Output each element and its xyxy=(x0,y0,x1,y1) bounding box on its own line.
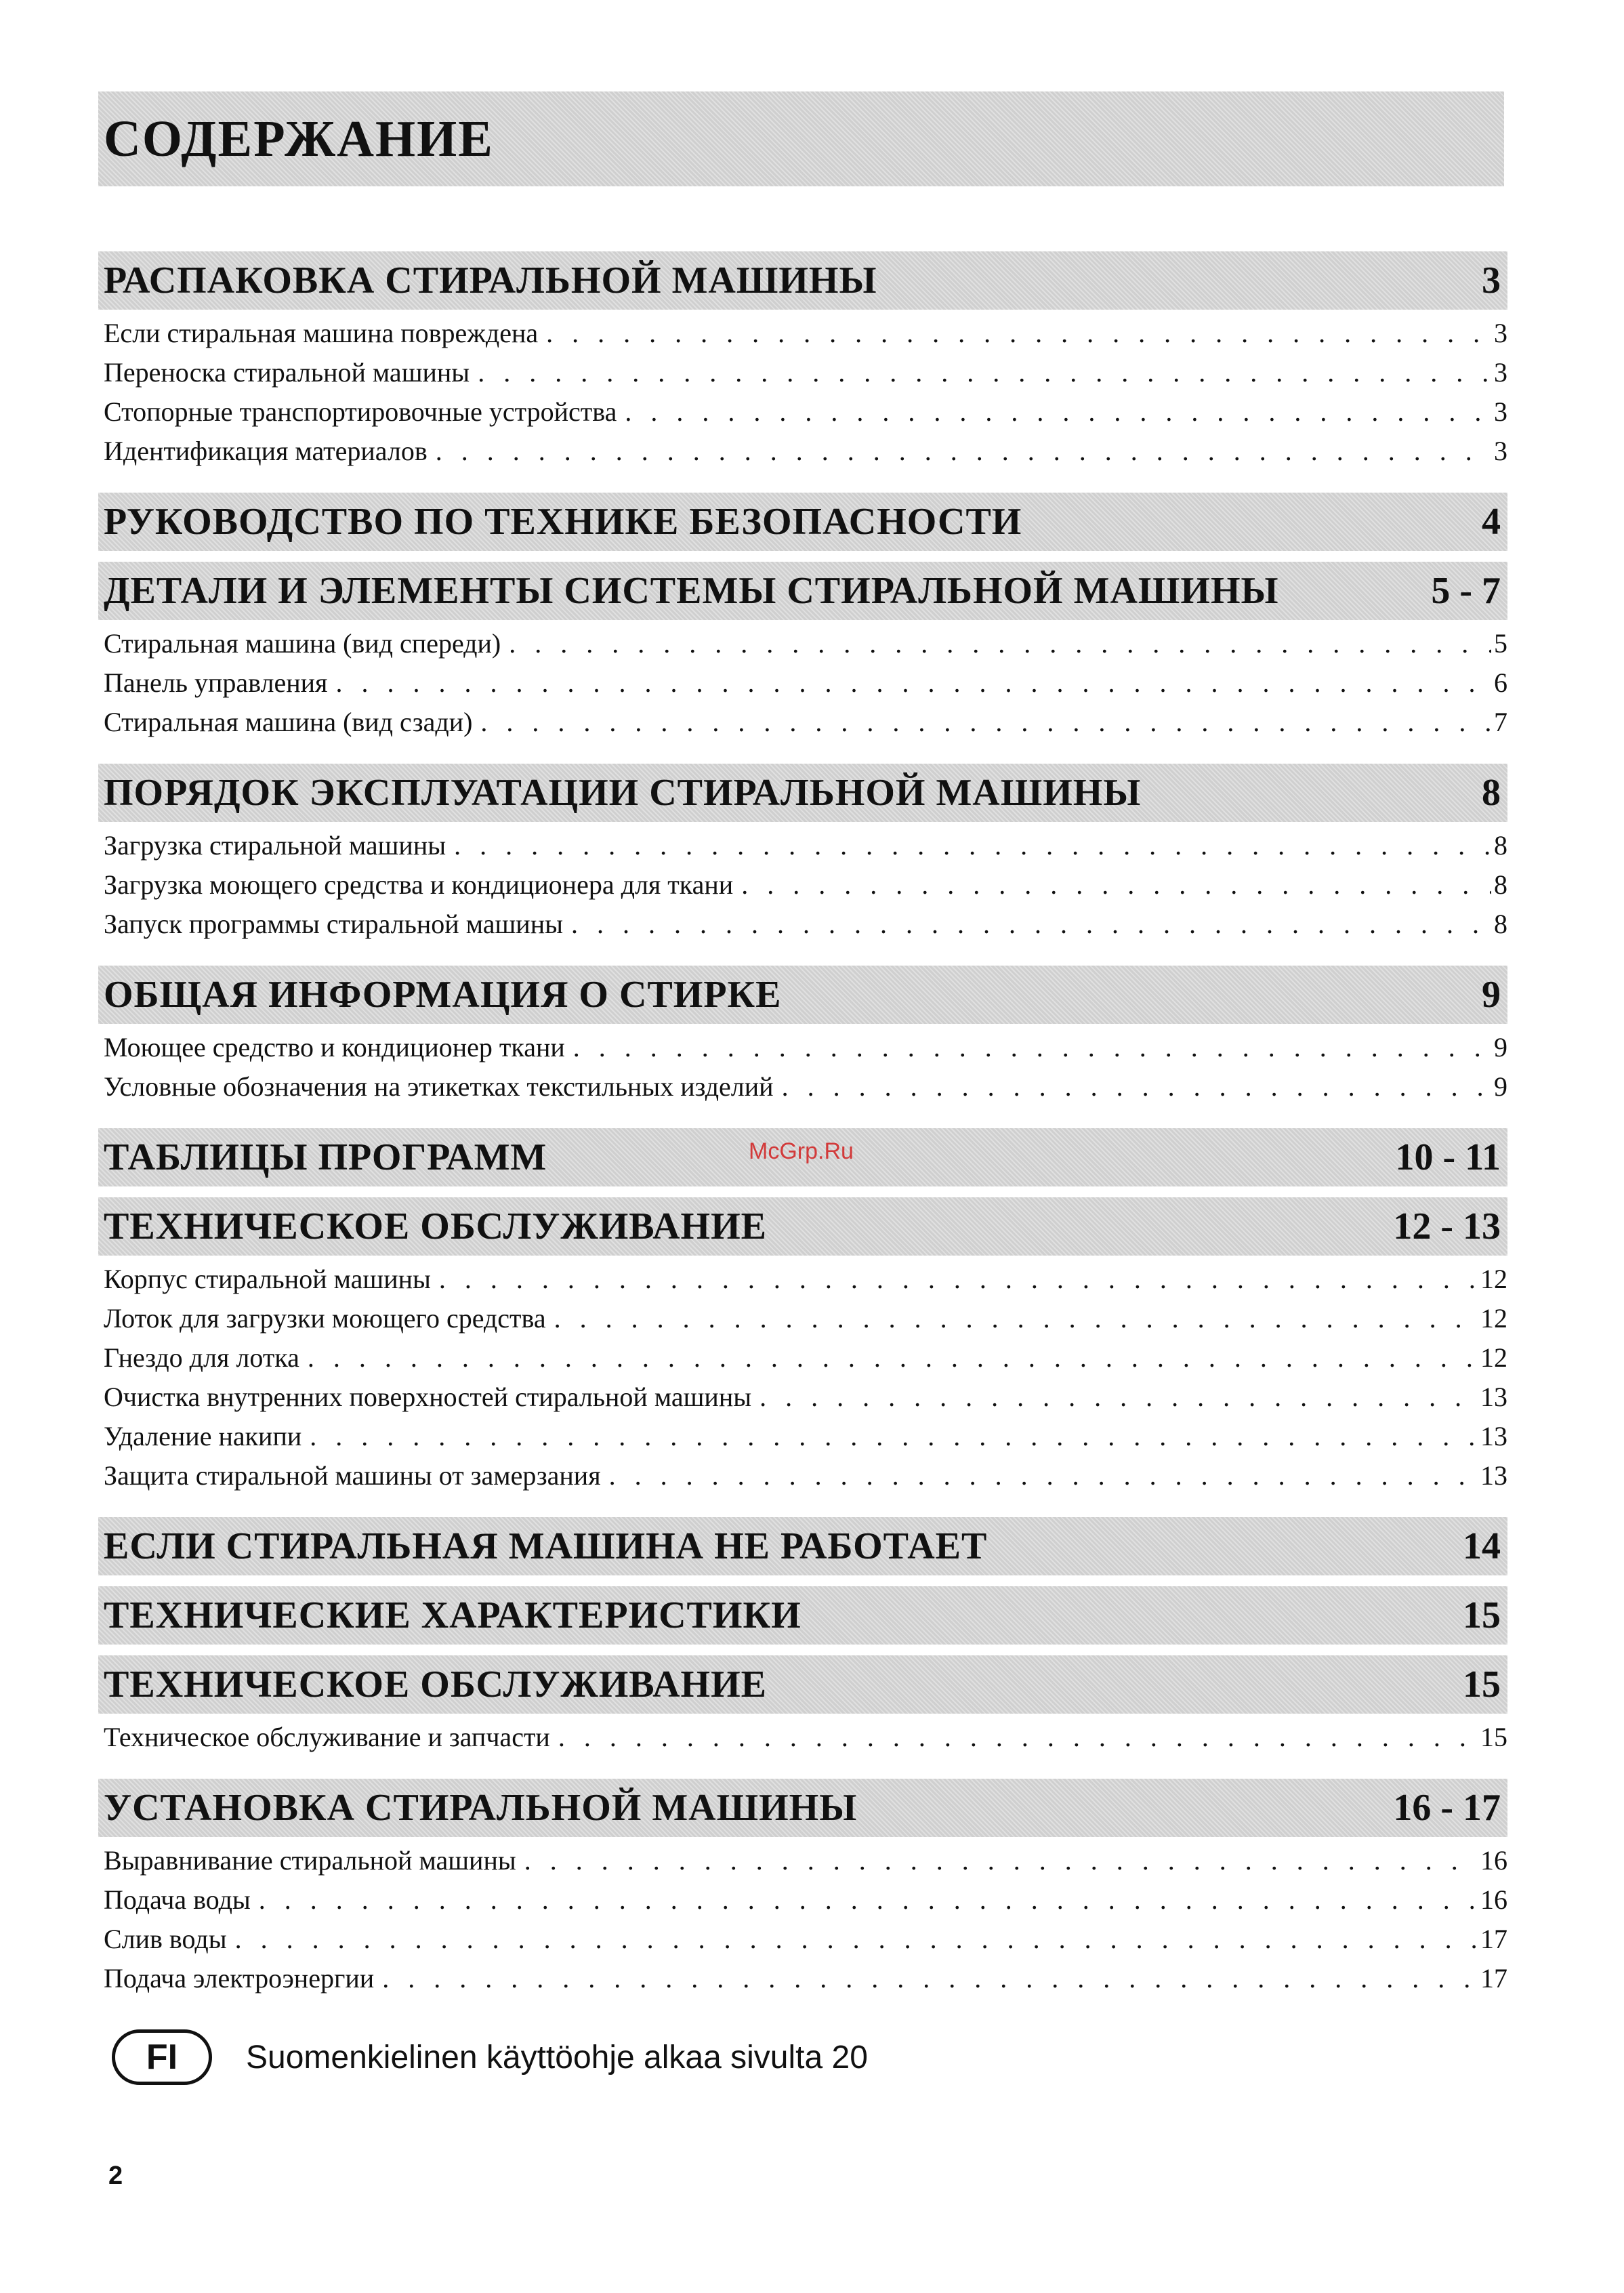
section-title: ТЕХНИЧЕСКОЕ ОБСЛУЖИВАНИЕ xyxy=(104,1205,768,1247)
dot-leader xyxy=(546,314,1491,353)
toc-section xyxy=(98,1517,1507,1575)
toc-item-label: Идентификация материалов xyxy=(104,436,428,466)
section-page: 10 - 11 xyxy=(1395,1136,1501,1178)
toc-item-page: 7 xyxy=(1494,707,1507,737)
dot-leader xyxy=(509,624,1491,663)
toc-item-page: 8 xyxy=(1494,869,1507,900)
toc-item xyxy=(104,1299,1507,1338)
toc-item-page: 3 xyxy=(1494,436,1507,466)
toc-item-list xyxy=(98,822,1507,955)
dot-leader xyxy=(454,826,1491,865)
toc-item xyxy=(104,392,1507,432)
toc-item-label: Лоток для загрузки моющего средства xyxy=(104,1303,546,1334)
dot-leader xyxy=(625,392,1491,432)
toc-item-label: Очистка внутренних поверхностей стиральной машины xyxy=(104,1382,752,1412)
toc-item-label: Стиральная машина (вид сзади) xyxy=(104,707,473,737)
dot-leader xyxy=(439,1260,1478,1299)
toc-item xyxy=(104,1841,1507,1880)
page-title: СОДЕРЖАНИЕ xyxy=(104,110,494,167)
toc-item-page: 15 xyxy=(1480,1722,1507,1752)
toc-item-label: Стопорные транспортировочные устройства xyxy=(104,396,617,427)
toc-item xyxy=(104,905,1507,944)
toc-item xyxy=(104,624,1507,663)
toc-item-label: Корпус стиральной машины xyxy=(104,1264,431,1294)
toc-item-label: Подача электроэнергии xyxy=(104,1963,375,1994)
dot-leader xyxy=(573,1028,1491,1067)
toc-item xyxy=(104,1417,1507,1456)
toc-item-label: Запуск программы стиральной машины xyxy=(104,909,563,939)
section-page: 12 - 13 xyxy=(1393,1205,1501,1247)
language-badge: FI xyxy=(112,2029,212,2085)
toc-section-heading xyxy=(98,1517,1507,1575)
toc-item-label: Загрузка моющего средства и кондиционера для ткани xyxy=(104,869,734,900)
section-page: 3 xyxy=(1482,260,1501,302)
toc-item xyxy=(104,353,1507,392)
dot-leader xyxy=(558,1718,1478,1757)
toc-item-label: Техническое обслуживание и запчасти xyxy=(104,1722,550,1752)
toc-item-page: 3 xyxy=(1494,357,1507,388)
toc-item-page: 13 xyxy=(1480,1460,1507,1491)
toc-item xyxy=(104,1028,1507,1067)
dot-leader xyxy=(308,1338,1478,1378)
toc-section xyxy=(98,966,1507,1117)
dot-leader xyxy=(554,1299,1478,1338)
section-page: 4 xyxy=(1482,501,1501,543)
dot-leader xyxy=(478,353,1491,392)
toc-item xyxy=(104,663,1507,703)
toc-item-label: Моющее средство и кондиционер ткани xyxy=(104,1032,565,1062)
toc-item xyxy=(104,1456,1507,1495)
toc-section-heading xyxy=(98,764,1507,822)
toc-section xyxy=(98,764,1507,955)
toc-item-label: Удаление накипи xyxy=(104,1421,302,1451)
toc-item-page: 12 xyxy=(1480,1264,1507,1294)
dot-leader xyxy=(310,1417,1478,1456)
dot-leader xyxy=(480,703,1491,742)
toc-item xyxy=(104,1378,1507,1417)
toc-item-page: 5 xyxy=(1494,628,1507,659)
section-title: УСТАНОВКА СТИРАЛЬНОЙ МАШИНЫ xyxy=(104,1787,858,1829)
dot-leader xyxy=(382,1959,1478,1998)
toc-item-page: 8 xyxy=(1494,830,1507,861)
dot-leader xyxy=(524,1841,1478,1880)
toc-section-heading xyxy=(98,251,1507,310)
toc-item-page: 17 xyxy=(1480,1924,1507,1954)
dot-leader xyxy=(235,1920,1478,1959)
section-title: ЕСЛИ СТИРАЛЬНАЯ МАШИНА НЕ РАБОТАЕТ xyxy=(104,1525,988,1567)
dot-leader xyxy=(759,1378,1478,1417)
toc-item-page: 9 xyxy=(1494,1032,1507,1062)
toc-item-page: 13 xyxy=(1480,1421,1507,1451)
section-page: 15 xyxy=(1463,1594,1501,1636)
toc-item-page: 16 xyxy=(1480,1884,1507,1915)
toc-section xyxy=(98,1655,1507,1768)
section-page: 15 xyxy=(1463,1664,1501,1706)
dot-leader xyxy=(571,905,1491,944)
toc-item-label: Условные обозначения на этикетках текстильных изделий xyxy=(104,1071,774,1102)
toc-item-list xyxy=(98,1714,1507,1768)
table-of-contents xyxy=(98,241,1507,2009)
toc-item-page: 16 xyxy=(1480,1845,1507,1876)
toc-section xyxy=(98,493,1507,551)
toc-item xyxy=(104,1338,1507,1378)
dot-leader xyxy=(259,1880,1478,1920)
toc-item-label: Выравнивание стиральной машины xyxy=(104,1845,516,1876)
dot-leader xyxy=(741,865,1491,905)
toc-item-page: 3 xyxy=(1494,318,1507,348)
toc-item-label: Гнездо для лотка xyxy=(104,1342,299,1373)
language-note-text: Suomenkielinen käyttöohje alkaa sivulta 20 xyxy=(246,2039,868,2075)
toc-section xyxy=(98,1779,1507,2009)
title-bar xyxy=(98,91,1504,186)
toc-item xyxy=(104,865,1507,905)
toc-item-page: 12 xyxy=(1480,1303,1507,1334)
toc-item-page: 3 xyxy=(1494,396,1507,427)
dot-leader xyxy=(436,432,1491,471)
toc-item xyxy=(104,1920,1507,1959)
toc-item-list xyxy=(98,620,1507,753)
watermark: McGrp.Ru xyxy=(749,1138,854,1164)
dot-leader xyxy=(609,1456,1478,1495)
toc-item-label: Если стиральная машина повреждена xyxy=(104,318,539,348)
toc-section-heading xyxy=(98,1779,1507,1837)
toc-item-page: 17 xyxy=(1480,1963,1507,1994)
section-title: РУКОВОДСТВО ПО ТЕХНИКЕ БЕЗОПАСНОСТИ xyxy=(104,501,1022,543)
language-note xyxy=(112,2029,868,2085)
section-title: ТАБЛИЦЫ ПРОГРАММ xyxy=(104,1136,547,1178)
section-title: ДЕТАЛИ И ЭЛЕМЕНТЫ СИСТЕМЫ СТИРАЛЬНОЙ МАШИНЫ xyxy=(104,570,1279,612)
toc-section-heading xyxy=(98,493,1507,551)
toc-item xyxy=(104,703,1507,742)
toc-item-page: 9 xyxy=(1494,1071,1507,1102)
toc-item-label: Загрузка стиральной машины xyxy=(104,830,446,861)
toc-item-label: Стиральная машина (вид спереди) xyxy=(104,628,501,659)
toc-item xyxy=(104,1067,1507,1107)
section-title: РАСПАКОВКА СТИРАЛЬНОЙ МАШИНЫ xyxy=(104,260,877,302)
section-page: 9 xyxy=(1482,974,1501,1016)
toc-item xyxy=(104,826,1507,865)
toc-section xyxy=(98,251,1507,482)
toc-item-page: 8 xyxy=(1494,909,1507,939)
toc-item-page: 13 xyxy=(1480,1382,1507,1412)
toc-section xyxy=(98,562,1507,753)
toc-item-list xyxy=(98,1256,1507,1506)
toc-item-label: Панель управления xyxy=(104,667,328,698)
section-title: ОБЩАЯ ИНФОРМАЦИЯ О СТИРКЕ xyxy=(104,974,782,1016)
toc-item xyxy=(104,1880,1507,1920)
toc-section xyxy=(98,1197,1507,1506)
toc-item-list xyxy=(98,1024,1507,1117)
section-title: ТЕХНИЧЕСКИЕ ХАРАКТЕРИСТИКИ xyxy=(104,1594,801,1636)
section-page: 8 xyxy=(1482,772,1501,814)
dot-leader xyxy=(782,1067,1491,1107)
toc-item-page: 6 xyxy=(1494,667,1507,698)
toc-section-heading xyxy=(98,1655,1507,1714)
section-page: 5 - 7 xyxy=(1431,570,1501,612)
toc-section-heading xyxy=(98,562,1507,620)
toc-item xyxy=(104,1959,1507,1998)
toc-item xyxy=(104,314,1507,353)
toc-item-label: Защита стиральной машины от замерзания xyxy=(104,1460,601,1491)
page-number: 2 xyxy=(108,2162,123,2190)
section-title: ТЕХНИЧЕСКОЕ ОБСЛУЖИВАНИЕ xyxy=(104,1664,768,1706)
toc-item xyxy=(104,1718,1507,1757)
toc-item-label: Слив воды xyxy=(104,1924,227,1954)
section-title: ПОРЯДОК ЭКСПЛУАТАЦИИ СТИРАЛЬНОЙ МАШИНЫ xyxy=(104,772,1142,814)
toc-section xyxy=(98,1586,1507,1645)
toc-section-heading xyxy=(98,966,1507,1024)
toc-item-label: Подача воды xyxy=(104,1884,251,1915)
toc-item-label: Переноска стиральной машины xyxy=(104,357,470,388)
toc-item xyxy=(104,432,1507,471)
toc-item xyxy=(104,1260,1507,1299)
dot-leader xyxy=(335,663,1491,703)
toc-item-list xyxy=(98,310,1507,482)
toc-section-heading xyxy=(98,1197,1507,1256)
section-page: 16 - 17 xyxy=(1393,1787,1501,1829)
toc-section-heading xyxy=(98,1586,1507,1645)
toc-item-page: 12 xyxy=(1480,1342,1507,1373)
section-page: 14 xyxy=(1463,1525,1501,1567)
toc-item-list xyxy=(98,1837,1507,2009)
